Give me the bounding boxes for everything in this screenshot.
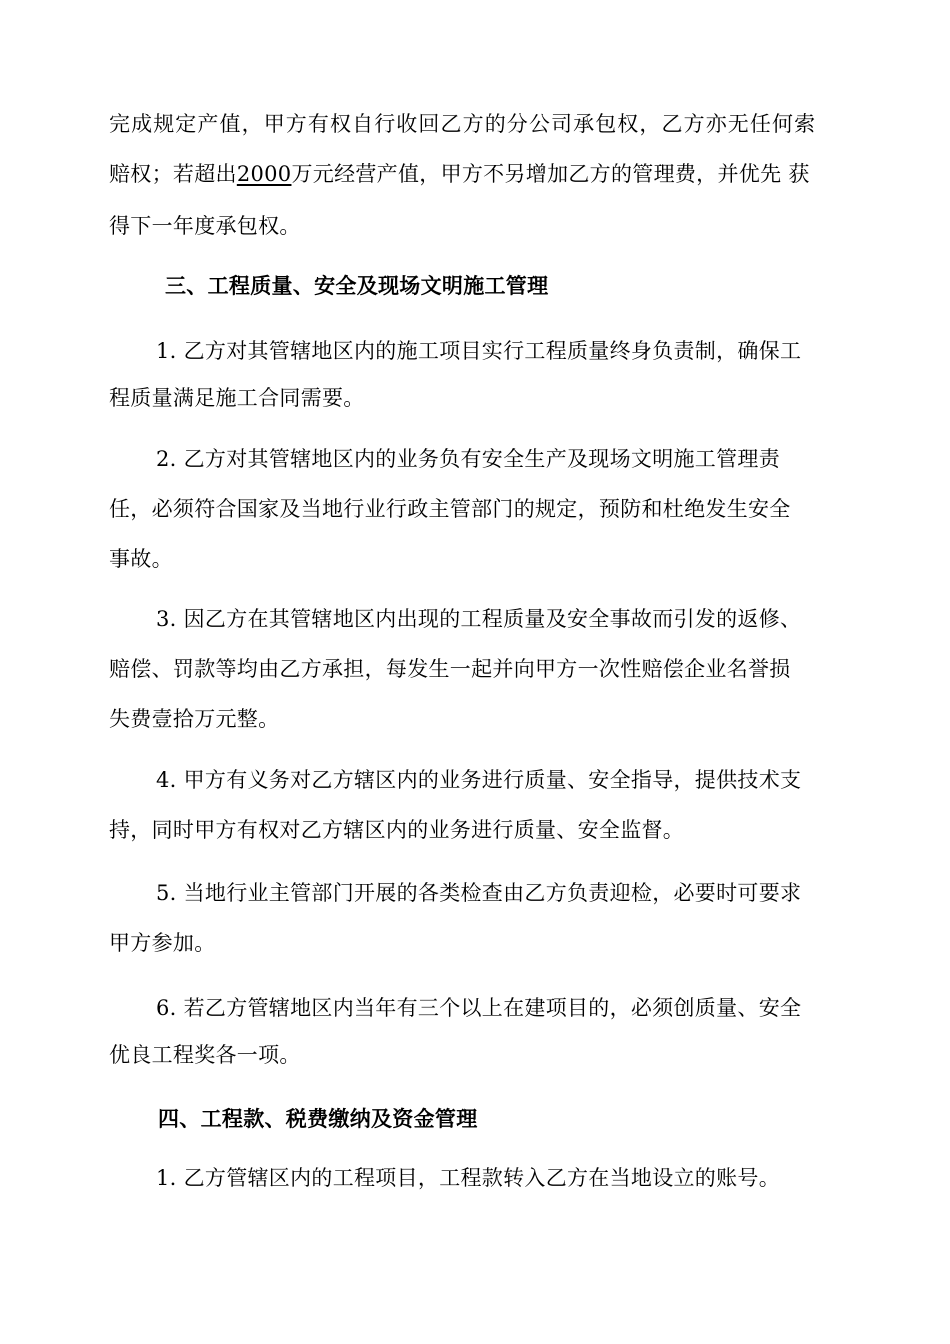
list-item-line: 3. 因乙方在其管辖地区内出现的工程质量及安全事故而引发的返修、 [156,607,802,631]
body-text-line: 得下一年度承包权。 [109,214,301,238]
list-item-line: 失费壹拾万元整。 [109,707,280,731]
list-item-line: 6. 若乙方管辖地区内当年有三个以上在建项目的，必须创质量、安全 [156,996,802,1020]
list-item-line: 2. 乙方对其管辖地区内的业务负有安全生产及现场文明施工管理责 [156,447,781,471]
list-item-line: 程质量满足施工合同需要。 [109,386,365,410]
list-item-line: 赔偿、罚款等均由乙方承担，每发生一起并向甲方一次性赔偿企业名誉损 [109,657,791,681]
list-item-line: 1. 乙方管辖区内的工程项目，工程款转入乙方在当地设立的账号。 [156,1166,781,1190]
underlined-amount: 2000 [236,162,292,186]
section-heading: 四、工程款、税费缴纳及资金管理 [158,1106,478,1131]
list-item-line: 优良工程奖各一项。 [109,1043,301,1067]
section-heading: 三、工程质量、安全及现场文明施工管理 [165,273,549,298]
text-segment: 赔权；若超出 [109,162,237,186]
list-item-line: 5. 当地行业主管部门开展的各类检查由乙方负责迎检，必要时可要求 [156,881,802,905]
text-segment: 万元经营产值，甲方不另增加乙方的管理费，并优先 获 [291,162,810,186]
list-item-line: 甲方参加。 [109,931,216,955]
body-text-line [109,160,810,188]
body-text-line: 完成规定产值，甲方有权自行收回乙方的分公司承包权，乙方亦无任何索 [109,112,817,136]
list-item-line: 1. 乙方对其管辖地区内的施工项目实行工程质量终身负责制，确保工 [156,339,802,363]
list-item-line: 持，同时甲方有权对乙方辖区内的业务进行质量、安全监督。 [109,818,685,842]
list-item-line: 4. 甲方有义务对乙方辖区内的业务进行质量、安全指导，提供技术支 [156,768,802,792]
list-item-line: 事故。 [109,547,173,571]
list-item-line: 任，必须符合国家及当地行业行政主管部门的规定，预防和杜绝发生安全 [109,497,791,521]
